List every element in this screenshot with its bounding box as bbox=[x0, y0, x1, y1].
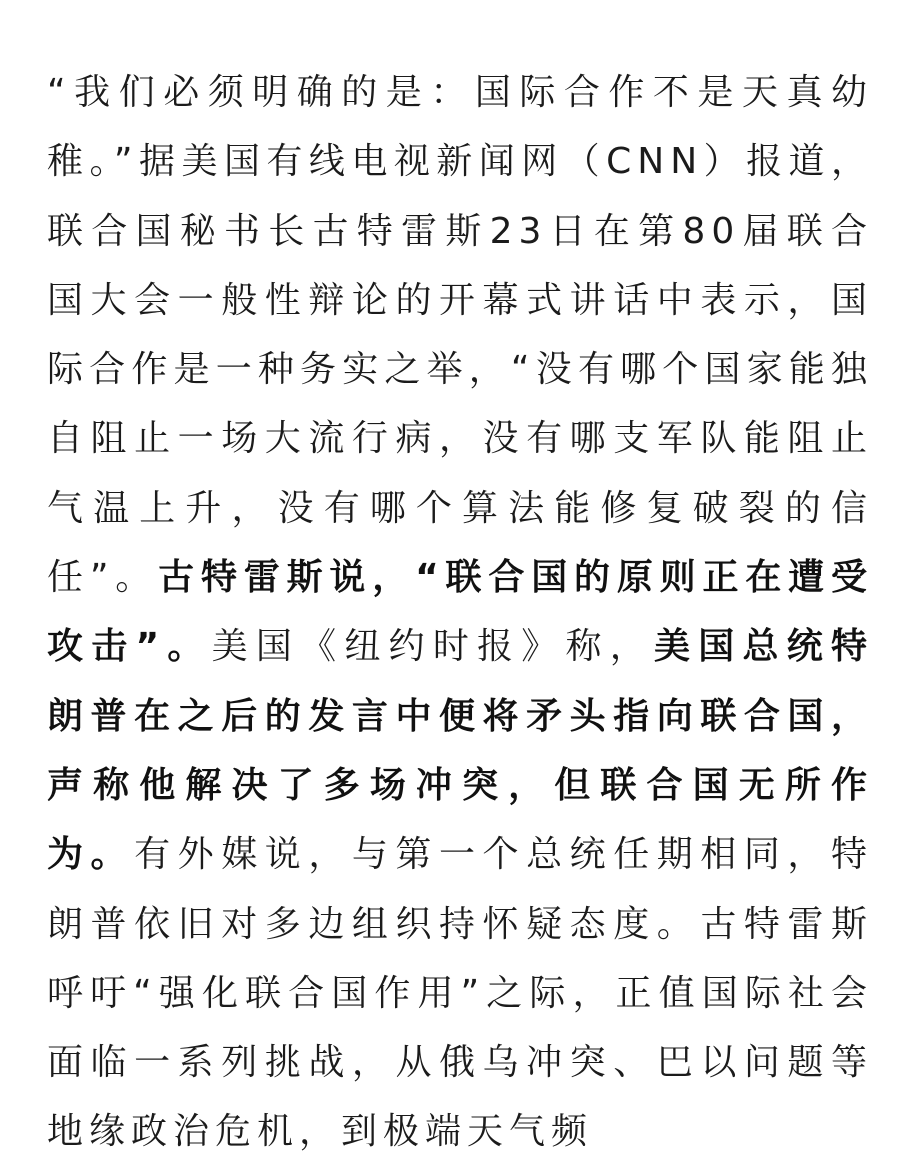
text-segment: “我们必须明确的是：国际合作不是天真幼稚。”据美国有线电视新闻网（CNN）报道，联合国秘书长古特雷斯23日在第80届联合国大会一般性辩论的开幕式讲话中表示，国际合作是一种务实之举，“没有哪个国家能独自阻止一场大流行病，没有哪支军队能阻止气温上升，没有哪个算法能修复破裂的信任”。 bbox=[47, 72, 873, 599]
bold-text-segment: 美国总统特朗普在之后的发言中便将矛头指向联合国，声称他解决了多场冲突，但联合国无所作为。 bbox=[47, 626, 873, 876]
article-paragraph bbox=[47, 58, 873, 1167]
text-segment: 美国《纽约时报》称， bbox=[211, 626, 655, 668]
bold-text-segment: 古特雷斯说，“联合国的原则正在遭受攻击”。 bbox=[47, 557, 873, 668]
text-segment: 有外媒说，与第一个总统任期相同，特朗普依旧对多边组织持怀疑态度。古特雷斯呼吁“强化联合国作用”之际，正值国际社会面临一系列挑战，从俄乌冲突、巴以问题等地缘政治危机，到极端天气频 bbox=[47, 834, 873, 1153]
article-body bbox=[47, 58, 873, 1167]
